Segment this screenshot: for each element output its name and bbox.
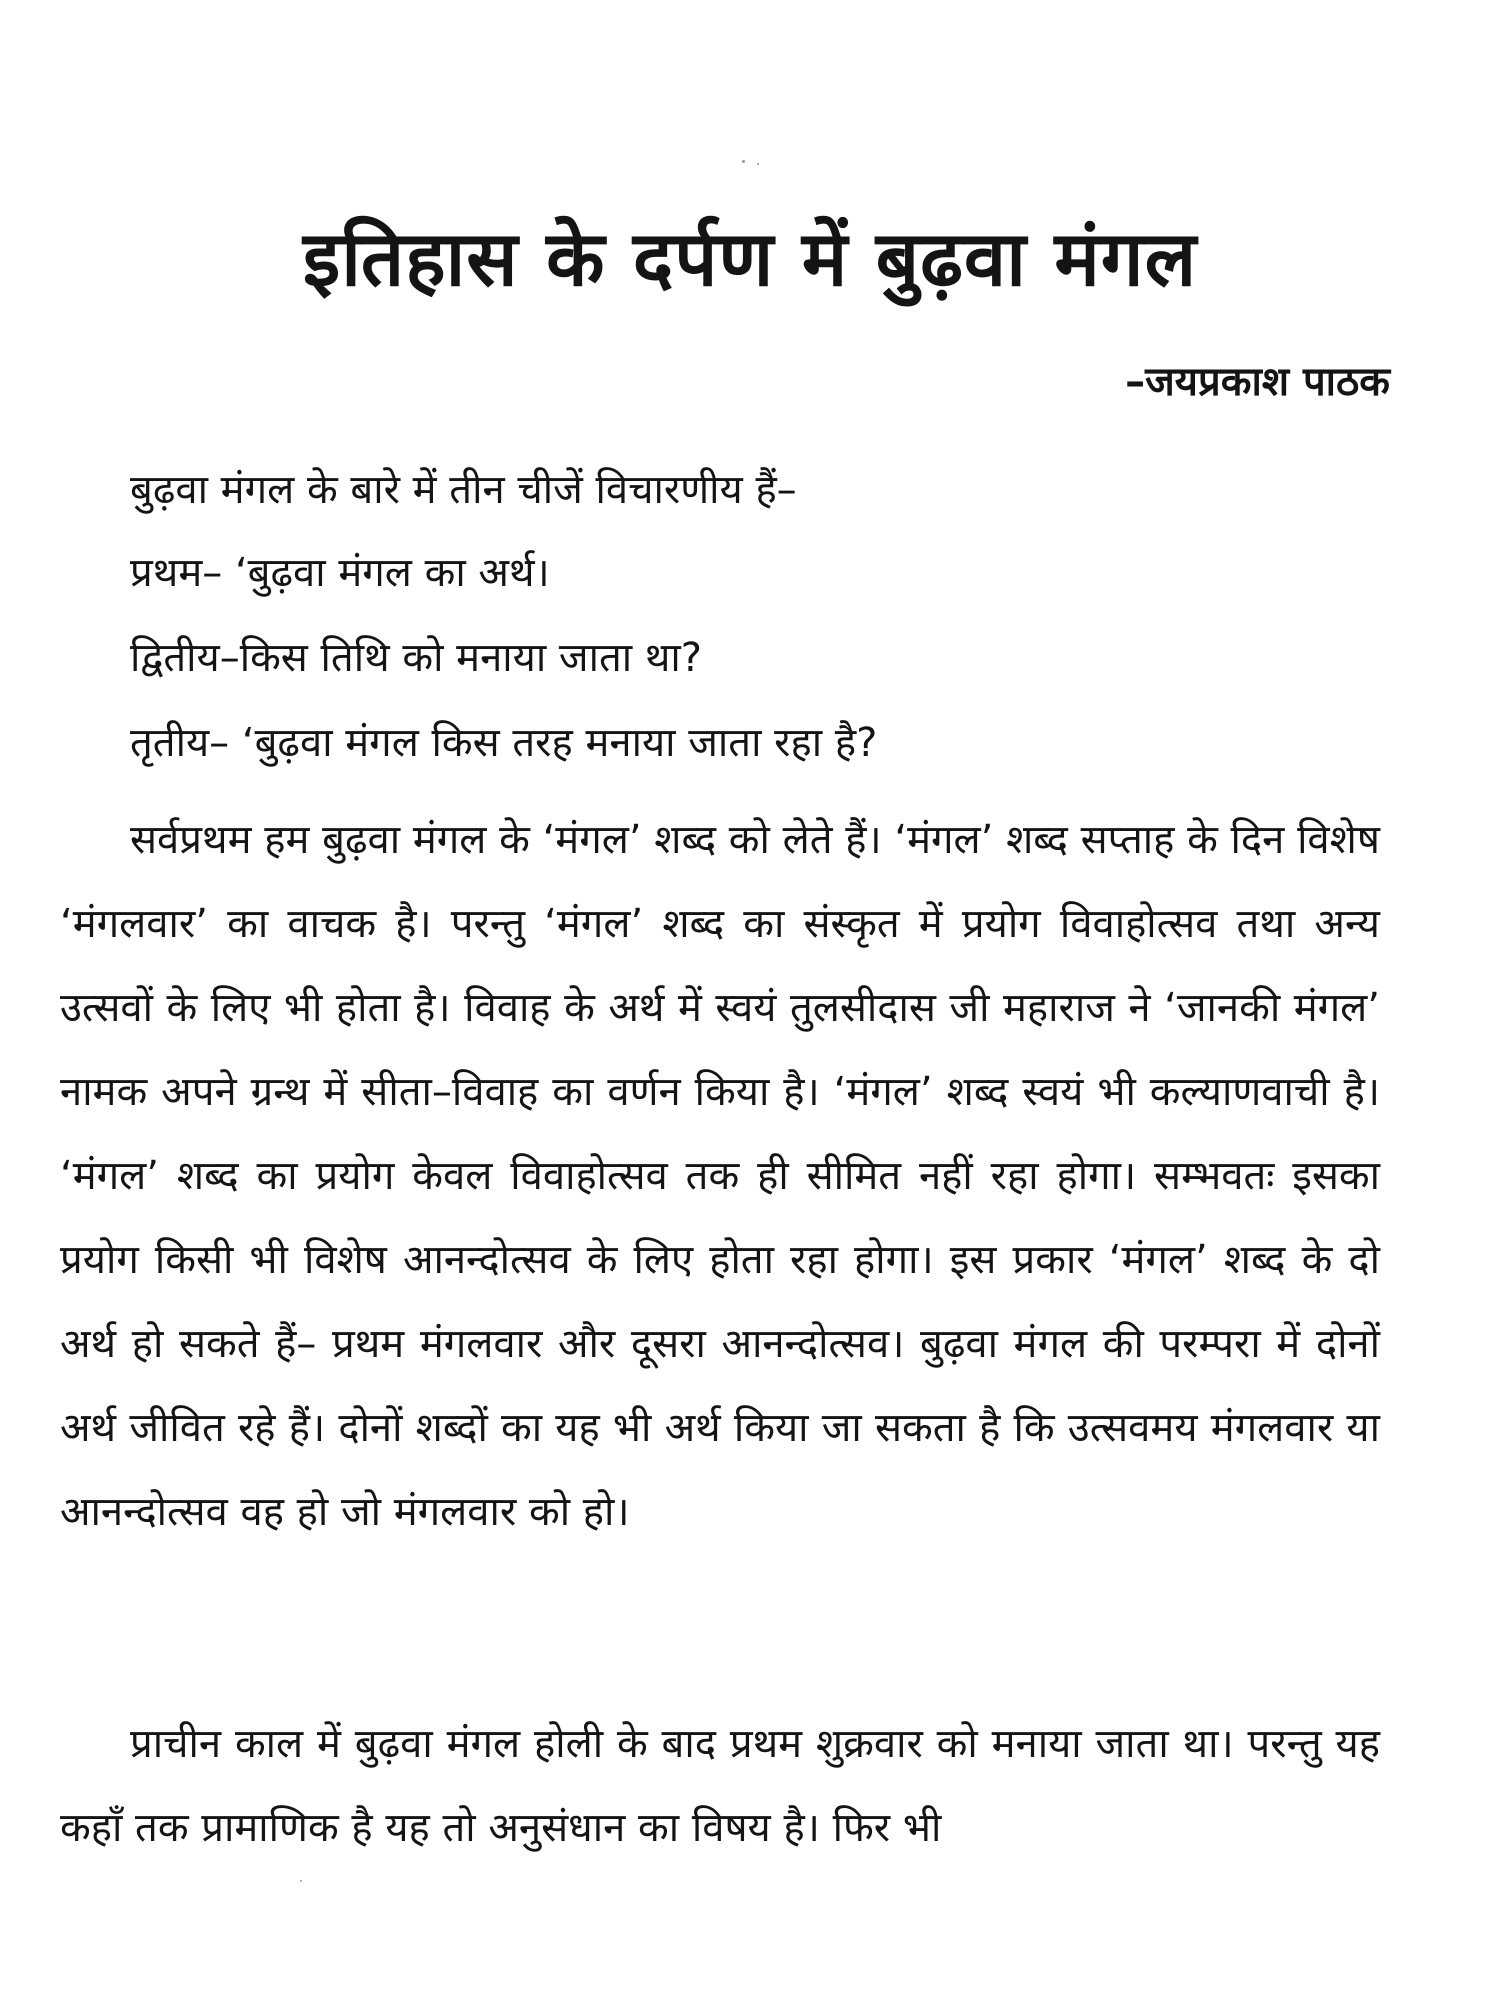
point-second: द्वितीय–किस तिथि को मनाया जाता था? bbox=[130, 635, 702, 681]
point-third: तृतीय– ‘बुढ़वा मंगल किस तरह मनाया जाता रहा है? bbox=[130, 720, 878, 766]
article-title: इतिहास के दर्पण में बुढ़वा मंगल bbox=[302, 214, 1198, 303]
scan-speck bbox=[742, 160, 745, 163]
point-first: प्रथम– ‘बुढ़वा मंगल का अर्थ। bbox=[130, 550, 550, 596]
intro-line: बुढ़वा मंगल के बारे में तीन चीजें विचारणीय हैं– bbox=[130, 467, 797, 513]
body-paragraph: सर्वप्रथम हम बुढ़वा मंगल के ‘मंगल’ शब्द को लेते हैं। ‘मंगल’ शब्द सप्ताह के दिन विशेष ‘मंगलवार’ का वाचक है। परन्तु ‘मंगल’ शब्द का संस्कृत में प्रयोग विवाहोत्सव तथा अन्य उत्सवों के लिए भी होता है। विवाह के अर्थ में स्वयं तुलसीदास जी महाराज ने ‘जानकी मंगल’ नामक अपने ग्रन्थ में सीता–विवाह का वर्णन किया है। ‘मंगल’ शब्द स्वयं भी कल्याणवाची है। ‘मंगल’ शब्द का प्रयोग केवल विवाहोत्सव तक ही सीमित नहीं रहा होगा। सम्भवतः इसका प्रयोग किसी भी विशेष आनन्दोत्सव के लिए होता रहा होगा। इस प्रकार ‘मंगल’ शब्द के दो अर्थ हो सकते हैं– प्रथम मंगलवार और दूसरा आनन्दोत्सव। बुढ़वा मंगल की परम्परा में दोनों अर्थ जीवित रहे हैं। दोनों शब्दों का यह भी अर्थ किया जा सकता है कि उत्सवमय मंगलवार या आनन्दोत्सव वह हो जो मंगलवार को हो। bbox=[60, 817, 1380, 1535]
body-paragraph: प्राचीन काल में बुढ़वा मंगल होली के बाद प्रथम शुक्रवार को मनाया जाता था। परन्तु यह कहाँ तक प्रामाणिक है यह तो अनुसंधान का विषय है। फिर भी bbox=[60, 1721, 1380, 1851]
scan-speck bbox=[300, 1880, 302, 1882]
scan-speck bbox=[757, 163, 759, 165]
author-byline: –जयप्रकाश पाठक bbox=[1125, 359, 1390, 405]
